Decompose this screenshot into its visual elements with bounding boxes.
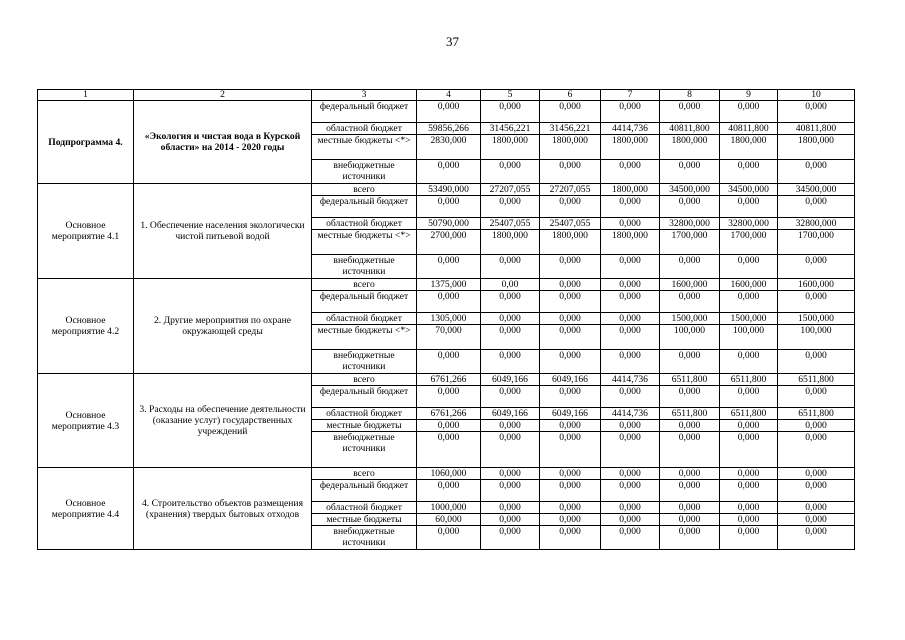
program-title-cell: 1. Обеспечение населения экологически чистой питьевой водой [134,184,312,279]
amount-cell: 1800,000 [720,135,778,160]
amount-cell: 0,000 [720,196,778,218]
amount-cell: 0,000 [417,101,481,123]
program-name-cell: Основное мероприятие 4.3 [38,374,134,468]
amount-cell: 0,000 [720,255,778,279]
amount-cell: 25407,055 [481,218,540,230]
amount-cell: 0,000 [481,432,540,468]
funding-source-cell: федеральный бюджет [312,196,417,218]
amount-cell: 0,000 [481,514,540,526]
column-header: 4 [417,90,481,101]
amount-cell: 0,000 [601,468,660,480]
amount-cell: 34500,000 [720,184,778,196]
amount-cell: 40811,800 [720,123,778,135]
amount-cell: 32800,000 [720,218,778,230]
funding-source-cell: внебюджетные источники [312,432,417,468]
amount-cell: 0,000 [540,291,601,313]
amount-cell: 0,000 [481,160,540,184]
table-row [38,279,855,291]
amount-cell: 0,000 [481,255,540,279]
amount-cell: 1000,000 [417,502,481,514]
amount-cell: 0,000 [417,420,481,432]
amount-cell: 34500,000 [660,184,720,196]
funding-source-cell: федеральный бюджет [312,480,417,502]
amount-cell: 0,000 [540,279,601,291]
amount-cell: 0,00 [481,279,540,291]
amount-cell: 100,000 [720,325,778,350]
funding-source-cell: всего [312,374,417,386]
amount-cell: 0,000 [417,160,481,184]
table-row [38,468,855,480]
amount-cell: 0,000 [720,101,778,123]
funding-source-cell: всего [312,468,417,480]
amount-cell: 0,000 [778,291,855,313]
funding-source-cell: внебюджетные источники [312,350,417,374]
amount-cell: 0,000 [540,526,601,550]
funding-source-cell: местные бюджеты [312,514,417,526]
amount-cell: 0,000 [778,514,855,526]
amount-cell: 1700,000 [660,230,720,255]
funding-source-cell: местные бюджеты <*> [312,325,417,350]
amount-cell: 53490,000 [417,184,481,196]
amount-cell: 0,000 [720,514,778,526]
amount-cell: 0,000 [540,101,601,123]
amount-cell: 0,000 [778,350,855,374]
amount-cell: 0,000 [540,386,601,408]
amount-cell: 0,000 [720,291,778,313]
amount-cell: 0,000 [540,313,601,325]
amount-cell: 0,000 [601,526,660,550]
amount-cell: 0,000 [417,291,481,313]
amount-cell: 6511,800 [660,408,720,420]
amount-cell: 0,000 [481,480,540,502]
amount-cell: 0,000 [417,196,481,218]
amount-cell: 31456,221 [481,123,540,135]
amount-cell: 0,000 [720,526,778,550]
amount-cell: 0,000 [778,420,855,432]
amount-cell: 0,000 [540,468,601,480]
program-title-cell: 2. Другие мероприятия по охране окружающей среды [134,279,312,374]
amount-cell: 6511,800 [778,408,855,420]
amount-cell: 1800,000 [660,135,720,160]
funding-source-cell: федеральный бюджет [312,291,417,313]
column-header: 10 [778,90,855,101]
amount-cell: 32800,000 [778,218,855,230]
amount-cell: 4414,736 [601,123,660,135]
amount-cell: 0,000 [481,291,540,313]
amount-cell: 0,000 [601,218,660,230]
amount-cell: 0,000 [601,325,660,350]
program-title-cell: 3. Расходы на обеспечение деятельности (оказание услуг) государственных учреждений [134,374,312,468]
amount-cell: 0,000 [660,196,720,218]
amount-cell: 0,000 [540,255,601,279]
amount-cell: 0,000 [601,279,660,291]
column-header: 9 [720,90,778,101]
amount-cell: 1800,000 [540,135,601,160]
amount-cell: 0,000 [540,502,601,514]
program-name-cell: Основное мероприятие 4.1 [38,184,134,279]
amount-cell: 0,000 [601,255,660,279]
amount-cell: 1700,000 [778,230,855,255]
amount-cell: 0,000 [417,255,481,279]
amount-cell: 0,000 [778,386,855,408]
amount-cell: 0,000 [540,325,601,350]
amount-cell: 4414,736 [601,408,660,420]
amount-cell: 0,000 [540,196,601,218]
funding-source-cell: внебюджетные источники [312,526,417,550]
column-header: 5 [481,90,540,101]
amount-cell: 40811,800 [778,123,855,135]
column-header-row [38,90,855,101]
amount-cell: 0,000 [601,502,660,514]
amount-cell: 1800,000 [601,184,660,196]
amount-cell: 100,000 [778,325,855,350]
amount-cell: 0,000 [601,432,660,468]
amount-cell: 6511,800 [660,374,720,386]
funding-source-cell: местные бюджеты [312,420,417,432]
column-header: 6 [540,90,601,101]
amount-cell: 0,000 [720,160,778,184]
amount-cell: 0,000 [540,514,601,526]
amount-cell: 1800,000 [778,135,855,160]
amount-cell: 1600,000 [778,279,855,291]
amount-cell: 0,000 [540,160,601,184]
amount-cell: 0,000 [660,160,720,184]
table-row [38,101,855,123]
amount-cell: 0,000 [720,432,778,468]
amount-cell: 0,000 [481,313,540,325]
amount-cell: 0,000 [720,350,778,374]
amount-cell: 0,000 [778,480,855,502]
table-row [38,184,855,196]
amount-cell: 0,000 [481,386,540,408]
amount-cell: 6511,800 [720,374,778,386]
amount-cell: 0,000 [660,526,720,550]
amount-cell: 6511,800 [720,408,778,420]
program-title-cell: 4. Строительство объектов размещения (хранения) твердых бытовых отходов [134,468,312,550]
funding-source-cell: внебюджетные источники [312,255,417,279]
amount-cell: 100,000 [660,325,720,350]
amount-cell: 34500,000 [778,184,855,196]
amount-cell: 1375,000 [417,279,481,291]
amount-cell: 0,000 [660,291,720,313]
amount-cell: 0,000 [660,255,720,279]
column-header: 3 [312,90,417,101]
page-number: 37 [446,34,459,49]
amount-cell: 27207,055 [540,184,601,196]
amount-cell: 0,000 [778,255,855,279]
amount-cell: 1800,000 [601,135,660,160]
amount-cell: 0,000 [660,101,720,123]
amount-cell: 1500,000 [660,313,720,325]
program-name-cell: Основное мероприятие 4.4 [38,468,134,550]
funding-source-cell: всего [312,184,417,196]
amount-cell: 40811,800 [660,123,720,135]
amount-cell: 0,000 [481,101,540,123]
funding-source-cell: внебюджетные источники [312,160,417,184]
amount-cell: 6761,266 [417,408,481,420]
funding-source-cell: областной бюджет [312,408,417,420]
amount-cell: 0,000 [660,386,720,408]
amount-cell: 0,000 [481,325,540,350]
amount-cell: 0,000 [660,502,720,514]
amount-cell: 0,000 [778,526,855,550]
amount-cell: 1600,000 [720,279,778,291]
amount-cell: 0,000 [778,160,855,184]
amount-cell: 0,000 [601,514,660,526]
amount-cell: 0,000 [660,480,720,502]
amount-cell: 0,000 [481,420,540,432]
amount-cell: 0,000 [601,196,660,218]
amount-cell: 1500,000 [778,313,855,325]
amount-cell: 1800,000 [540,230,601,255]
column-header: 8 [660,90,720,101]
amount-cell: 0,000 [540,432,601,468]
amount-cell: 2700,000 [417,230,481,255]
table-row [38,374,855,386]
amount-cell: 1305,000 [417,313,481,325]
amount-cell: 0,000 [417,526,481,550]
column-header: 2 [134,90,312,101]
amount-cell: 0,000 [601,101,660,123]
amount-cell: 0,000 [540,420,601,432]
amount-cell: 0,000 [417,386,481,408]
amount-cell: 0,000 [720,480,778,502]
amount-cell: 0,000 [778,101,855,123]
amount-cell: 0,000 [481,526,540,550]
amount-cell: 0,000 [601,420,660,432]
amount-cell: 0,000 [417,350,481,374]
amount-cell: 0,000 [481,502,540,514]
amount-cell: 0,000 [720,468,778,480]
amount-cell: 6049,166 [540,408,601,420]
amount-cell: 0,000 [417,432,481,468]
amount-cell: 0,000 [417,480,481,502]
amount-cell: 25407,055 [540,218,601,230]
amount-cell: 70,000 [417,325,481,350]
amount-cell: 0,000 [720,502,778,514]
amount-cell: 0,000 [778,196,855,218]
amount-cell: 0,000 [601,480,660,502]
amount-cell: 6049,166 [481,374,540,386]
funding-source-cell: областной бюджет [312,502,417,514]
amount-cell: 1060,000 [417,468,481,480]
budget-table [37,89,855,550]
funding-source-cell: местные бюджеты <*> [312,230,417,255]
funding-source-cell: местные бюджеты <*> [312,135,417,160]
amount-cell: 0,000 [481,468,540,480]
amount-cell: 59856,266 [417,123,481,135]
amount-cell: 6049,166 [481,408,540,420]
amount-cell: 0,000 [660,468,720,480]
amount-cell: 1600,000 [660,279,720,291]
funding-source-cell: федеральный бюджет [312,386,417,408]
amount-cell: 1800,000 [481,230,540,255]
amount-cell: 0,000 [660,350,720,374]
amount-cell: 6761,266 [417,374,481,386]
amount-cell: 0,000 [540,350,601,374]
amount-cell: 2830,000 [417,135,481,160]
amount-cell: 32800,000 [660,218,720,230]
program-name-cell: Подпрограмма 4. [38,101,134,184]
amount-cell: 0,000 [601,350,660,374]
amount-cell: 27207,055 [481,184,540,196]
amount-cell: 0,000 [660,514,720,526]
amount-cell: 0,000 [601,160,660,184]
amount-cell: 31456,221 [540,123,601,135]
amount-cell: 4414,736 [601,374,660,386]
program-title-cell: «Экология и чистая вода в Курской области» на 2014 - 2020 годы [134,101,312,184]
amount-cell: 1800,000 [601,230,660,255]
amount-cell: 6049,166 [540,374,601,386]
amount-cell: 0,000 [778,468,855,480]
amount-cell: 0,000 [720,386,778,408]
amount-cell: 1700,000 [720,230,778,255]
amount-cell: 0,000 [720,420,778,432]
amount-cell: 0,000 [481,196,540,218]
amount-cell: 0,000 [481,350,540,374]
funding-source-cell: федеральный бюджет [312,101,417,123]
column-header: 1 [38,90,134,101]
program-name-cell: Основное мероприятие 4.2 [38,279,134,374]
amount-cell: 0,000 [540,480,601,502]
funding-source-cell: областной бюджет [312,123,417,135]
funding-source-cell: всего [312,279,417,291]
amount-cell: 60,000 [417,514,481,526]
amount-cell: 0,000 [778,502,855,514]
amount-cell: 0,000 [601,291,660,313]
amount-cell: 1800,000 [481,135,540,160]
amount-cell: 50790,000 [417,218,481,230]
amount-cell: 0,000 [660,432,720,468]
funding-source-cell: областной бюджет [312,218,417,230]
funding-source-cell: областной бюджет [312,313,417,325]
amount-cell: 0,000 [778,432,855,468]
amount-cell: 0,000 [601,386,660,408]
amount-cell: 6511,800 [778,374,855,386]
amount-cell: 1500,000 [720,313,778,325]
amount-cell: 0,000 [601,313,660,325]
amount-cell: 0,000 [660,420,720,432]
column-header: 7 [601,90,660,101]
